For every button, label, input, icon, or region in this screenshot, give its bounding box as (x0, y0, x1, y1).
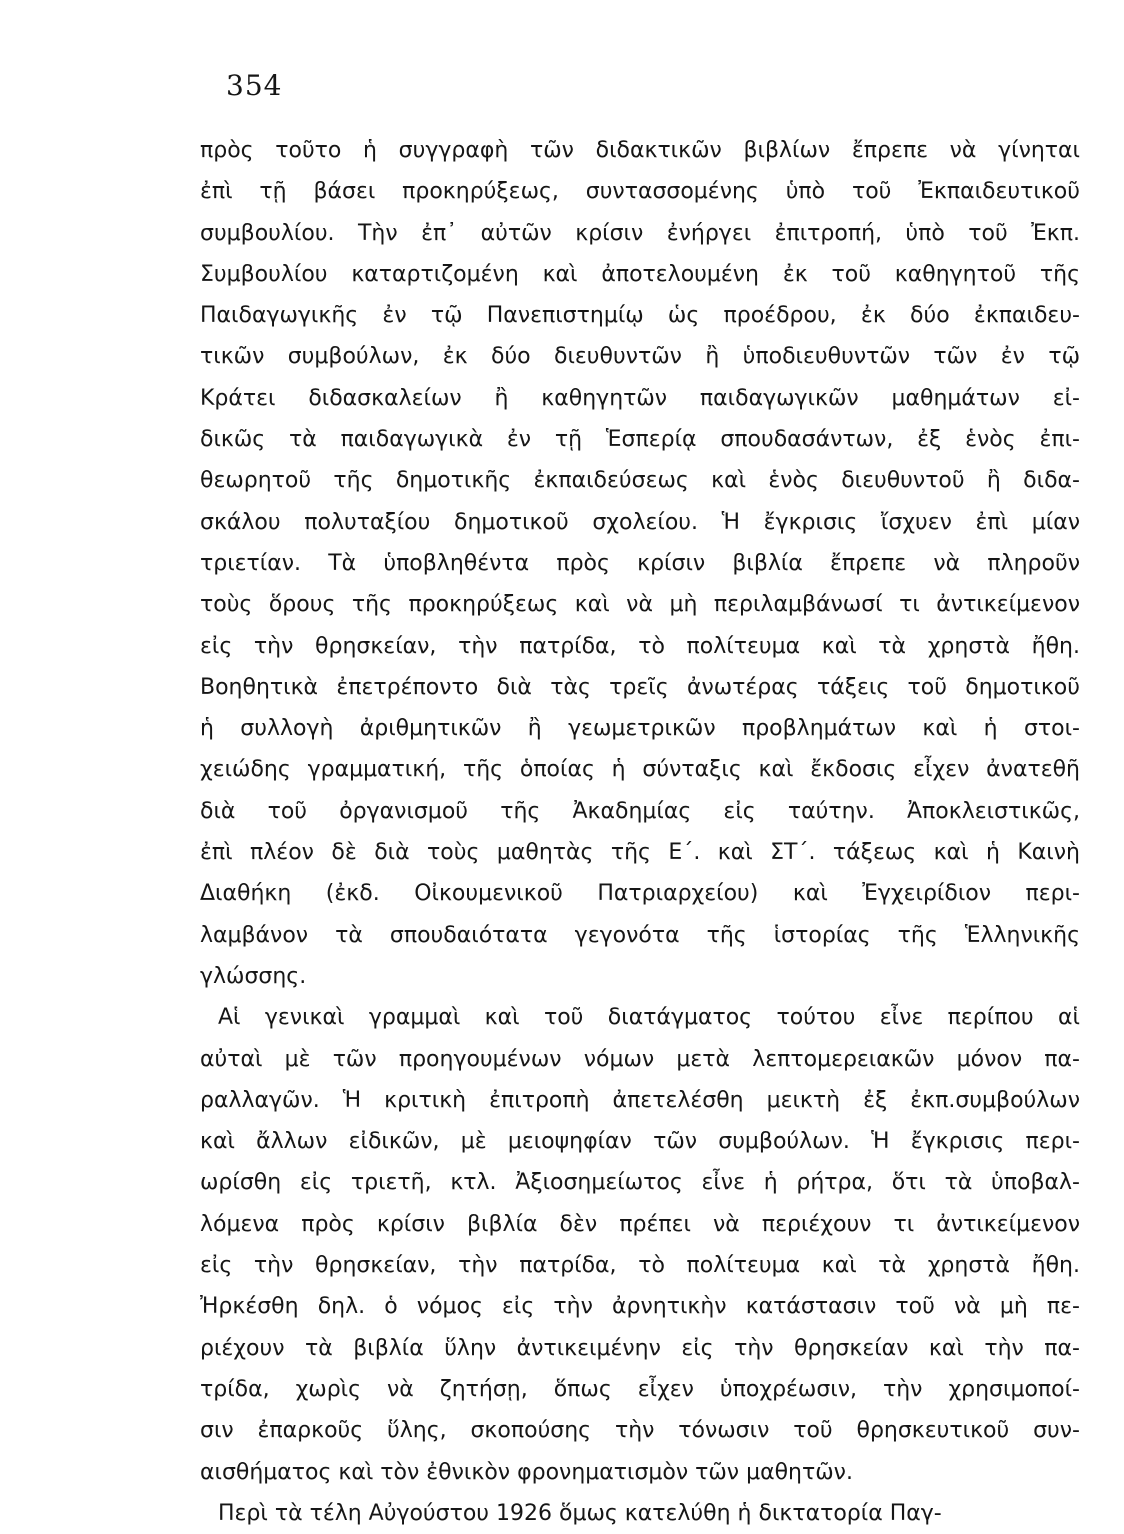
text-line: Κράτει διδασκαλείων ἢ καθηγητῶν παιδαγωγικῶν μαθημάτων εἰ- (200, 385, 1080, 411)
text-line: αισθήματος καὶ τὸν ἐθνικὸν φρονηματισμὸν τῶν μαθητῶν. (200, 1459, 853, 1485)
text-line: Διαθήκη (ἐκδ. Οἰκουμενικοῦ Πατριαρχείου) καὶ Ἐγχειρίδιον περι- (200, 881, 1080, 907)
text-line: τριετίαν. Τὰ ὑποβληθέντα πρὸς κρίσιν βιβλία ἔπρεπε νὰ πληροῦν (200, 550, 1080, 576)
text-line: Περὶ τὰ τέλη Αὐγούστου 1926 ὅμως κατελύθη ἡ δικτατορία Παγ- (218, 1500, 942, 1526)
text-line: ριέχουν τὰ βιβλία ὕλην ἀντικειμένην εἰς τὴν θρησκείαν καὶ τὴν πα- (200, 1335, 1080, 1361)
text-line: Ἠρκέσθη δηλ. ὁ νόμος εἰς τὴν ἀρνητικὴν κατάστασιν τοῦ νὰ μὴ πε- (200, 1294, 1080, 1320)
page-number: 354 (226, 69, 283, 102)
text-line: Βοηθητικὰ ἐπετρέποντο διὰ τὰς τρεῖς ἀνωτέρας τάξεις τοῦ δημοτικοῦ (200, 674, 1080, 700)
text-line: ἡ συλλογὴ ἀριθμητικῶν ἢ γεωμετρικῶν προβλημάτων καὶ ἡ στοι- (200, 716, 1080, 742)
text-line: συμβουλίου. Τὴν ἐπ᾽ αὐτῶν κρίσιν ἐνήργει ἐπιτροπή, ὑπὸ τοῦ Ἐκπ. (200, 220, 1080, 246)
text-line: χειώδης γραμματική, τῆς ὁποίας ἡ σύνταξις καὶ ἔκδοσις εἶχεν ἀνατεθῆ (200, 757, 1080, 783)
text-line: τικῶν συμβούλων, ἐκ δύο διευθυντῶν ἢ ὑποδιευθυντῶν τῶν ἐν τῷ (200, 344, 1080, 370)
paragraph (200, 997, 1080, 1493)
text-line: δικῶς τὰ παιδαγωγικὰ ἐν τῇ Ἑσπερίᾳ σπουδασάντων, ἐξ ἑνὸς ἐπι- (200, 427, 1080, 453)
text-line: εἰς τὴν θρησκείαν, τὴν πατρίδα, τὸ πολίτευμα καὶ τὰ χρηστὰ ἤθη. (200, 633, 1080, 659)
text-line: λαμβάνον τὰ σπουδαιότατα γεγονότα τῆς ἱστορίας τῆς Ἑλληνικῆς (200, 922, 1080, 948)
text-line: γλώσσης. (200, 963, 307, 989)
paragraph (200, 1493, 1080, 1534)
text-line: σκάλου πολυταξίου δημοτικοῦ σχολείου. Ἡ ἔγκρισις ἴσχυεν ἐπὶ μίαν (200, 509, 1080, 535)
text-line: ἐπὶ τῇ βάσει προκηρύξεως, συντασσομένης ὑπὸ τοῦ Ἐκπαιδευτικοῦ (200, 179, 1080, 205)
text-line: Αἱ γενικαὶ γραμμαὶ καὶ τοῦ διατάγματος τούτου εἶνε περίπου αἱ (218, 1005, 1080, 1031)
text-line: ραλλαγῶν. Ἡ κριτικὴ ἐπιτροπὴ ἀπετελέσθη μεικτὴ ἐξ ἐκπ.συμβούλων (200, 1087, 1080, 1113)
text-line: πρὸς τοῦτο ἡ συγγραφὴ τῶν διδακτικῶν βιβλίων ἔπρεπε νὰ γίνηται (200, 138, 1080, 163)
text-line: ωρίσθη εἰς τριετῆ, κτλ. Ἀξιοσημείωτος εἶνε ἡ ρήτρα, ὅτι τὰ ὑποβαλ- (200, 1170, 1080, 1196)
text-line: τρίδα, χωρὶς νὰ ζητήσῃ, ὅπως εἶχεν ὑποχρέωσιν, τὴν χρησιμοποί- (200, 1376, 1080, 1402)
text-line: θεωρητοῦ τῆς δημοτικῆς ἐκπαιδεύσεως καὶ ἑνὸς διευθυντοῦ ἢ διδα- (200, 468, 1080, 494)
paragraph (200, 130, 1080, 997)
text-line: καὶ ἄλλων εἰδικῶν, μὲ μειοψηφίαν τῶν συμβούλων. Ἡ ἔγκρισις περι- (200, 1129, 1080, 1155)
text-line: Παιδαγωγικῆς ἐν τῷ Πανεπιστημίῳ ὡς προέδρου, ἐκ δύο ἐκπαιδευ- (200, 303, 1080, 329)
text-line: τοὺς ὅρους τῆς προκηρύξεως καὶ νὰ μὴ περιλαμβάνωσί τι ἀντικείμενον (200, 592, 1080, 618)
text-line: σιν ἐπαρκοῦς ὕλης, σκοπούσης τὴν τόνωσιν τοῦ θρησκευτικοῦ συν- (200, 1418, 1080, 1444)
text-line: Συμβουλίου καταρτιζομένη καὶ ἀποτελουμένη ἐκ τοῦ καθηγητοῦ τῆς (200, 261, 1080, 287)
text-line: αὐταὶ μὲ τῶν προηγουμένων νόμων μετὰ λεπτομερειακῶν μόνον πα- (200, 1046, 1080, 1072)
text-line: ἐπὶ πλέον δὲ διὰ τοὺς μαθητὰς τῆς Ε΄. καὶ ΣΤ΄. τάξεως καὶ ἡ Καινὴ (200, 840, 1080, 866)
text-line: λόμενα πρὸς κρίσιν βιβλία δὲν πρέπει νὰ περιέχουν τι ἀντικείμενον (200, 1211, 1080, 1237)
text-line: εἰς τὴν θρησκείαν, τὴν πατρίδα, τὸ πολίτευμα καὶ τὰ χρηστὰ ἤθη. (200, 1253, 1080, 1279)
body-text (200, 130, 1080, 1534)
text-line: διὰ τοῦ ὀργανισμοῦ τῆς Ἀκαδημίας εἰς ταύτην. Ἀποκλειστικῶς, (200, 798, 1080, 824)
